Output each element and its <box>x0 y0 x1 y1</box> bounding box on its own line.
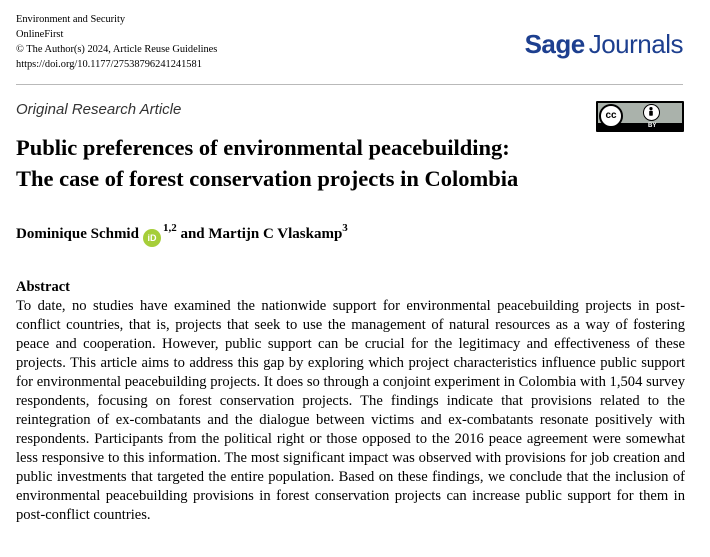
author-name[interactable]: Dominique Schmid <box>16 226 139 242</box>
cc-icon: cc <box>599 104 623 128</box>
publication-status: OnlineFirst <box>16 29 64 40</box>
journal-name: Environment and Security <box>16 14 126 25</box>
attribution-person-icon <box>643 104 660 121</box>
abstract-text: To date, no studies have examined the nationwide support for environmental peacebuilding projects in post-conflict countries, that is, projects that seek to use the management of natural resources as a way of fostering peace and cooperation. However, public support can be crucial for the legitimacy and effectiveness of these projects. This article aims to address this gap by exploring which project characteristics influence public support for environmental peacebuilding projects. It does so through a conjoint experiment in Colombia with 1,504 survey respondents, focusing on forest conservation projects. The findings indicate that provisions related to the reintegration of ex-combatants and the dialogue between victims and ex-combatants resonate positively with respondents. Participants from the political right or those opposed to the 2016 peace agreement were somewhat less responsive to this information. The most significant impact was observed with provisions for job creation and public investments that targeted the entire population. Based on these findings, we conclude that the inclusion of environmental peacebuilding provisions in forest conservation projects can increase public support for them in post-conflict countries. <box>16 298 685 523</box>
author-conjunction: and <box>180 226 205 242</box>
article-type: Original Research Article <box>16 101 182 118</box>
author-name-2[interactable]: Martijn C Vlaskamp <box>208 226 343 242</box>
sage-journals-logo[interactable] <box>525 29 683 60</box>
author-affiliation-marker-2: 3 <box>342 222 348 234</box>
journal-meta <box>16 12 217 72</box>
doi-link[interactable]: https://doi.org/10.1177/27538796241241581 <box>16 59 202 70</box>
header-divider <box>16 84 683 85</box>
brand-part-sage: Sage <box>524 29 585 59</box>
copyright-line[interactable]: © The Author(s) 2024, Article Reuse Guidelines <box>16 44 218 55</box>
cc-by-license-badge[interactable] <box>596 101 684 132</box>
license-by-label: BY <box>648 123 657 129</box>
title-line-2: The case of forest conservation projects in Colombia <box>16 166 519 191</box>
title-line-1: Public preferences of environmental peacebuilding: <box>16 135 510 160</box>
author-list <box>16 223 348 247</box>
abstract-heading: Abstract <box>16 279 70 295</box>
article-title <box>16 132 518 194</box>
brand-part-journals: Journals <box>588 29 683 59</box>
author-affiliation-marker: 1,2 <box>162 222 177 234</box>
orcid-icon[interactable]: iD <box>143 229 161 247</box>
